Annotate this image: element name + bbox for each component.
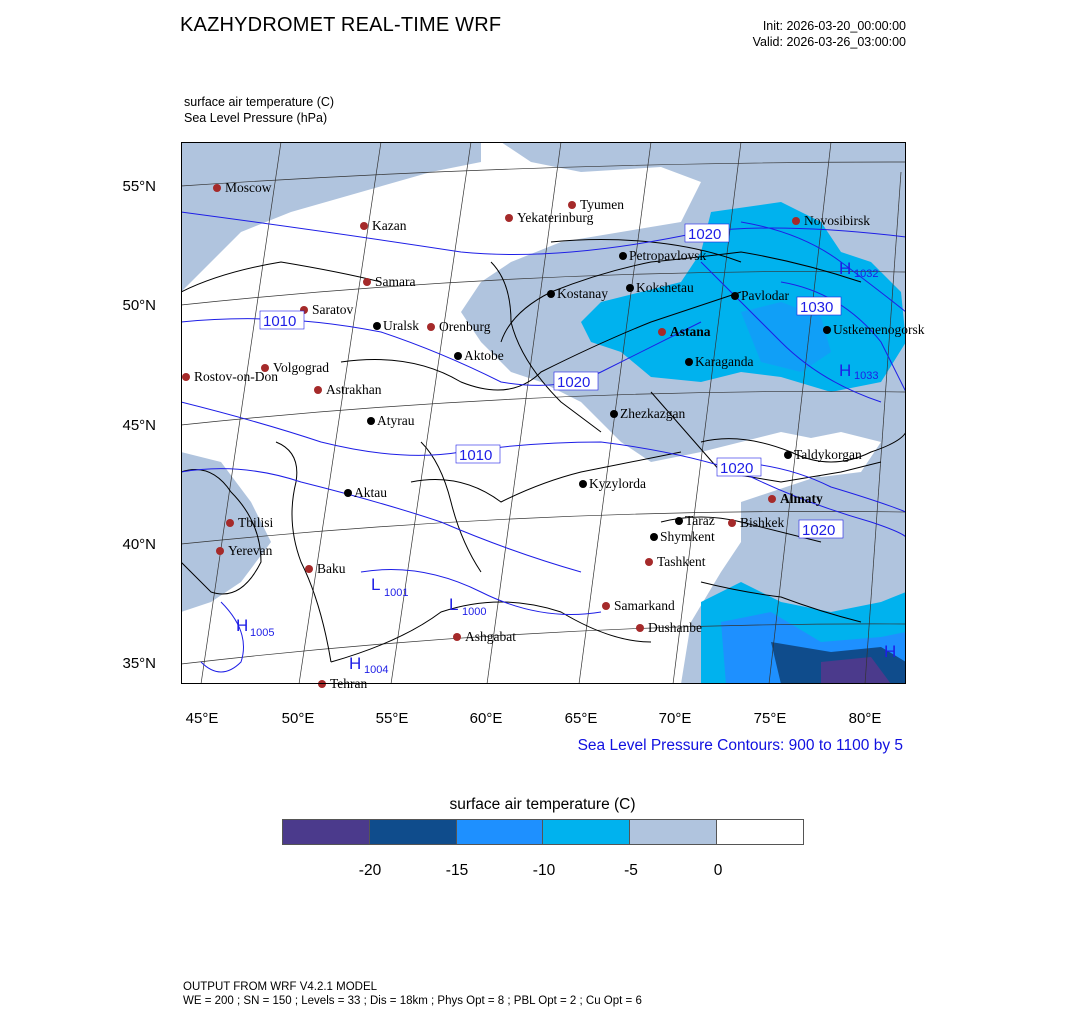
city-dot <box>645 558 653 566</box>
lon-tick-label: 65°E <box>564 710 598 727</box>
city-dot <box>675 517 683 525</box>
colorbar <box>282 819 804 845</box>
city-label: Tehran <box>330 676 368 691</box>
model-version: OUTPUT FROM WRF V4.2.1 MODEL <box>183 981 378 993</box>
city-label: Kokshetau <box>636 280 694 295</box>
model-config: WE = 200 ; SN = 150 ; Levels = 33 ; Dis = 18km ; Phys Opt = 8 ; PBL Opt = 2 ; Cu Opt = 6 <box>183 995 642 1007</box>
weather-map <box>181 142 925 691</box>
run-times <box>753 18 906 50</box>
city-label: Taraz <box>685 513 715 528</box>
city-dot <box>363 278 371 286</box>
colorbar-segment <box>630 820 717 844</box>
city-dot <box>784 451 792 459</box>
lat-tick-label: 50°N <box>122 297 156 314</box>
colorbar-segment <box>717 820 803 844</box>
high-center-letter: H <box>349 654 362 673</box>
city-label: Ashgabat <box>465 629 516 644</box>
city-label: Yerevan <box>228 543 273 558</box>
high-center-value: 1005 <box>250 627 275 639</box>
low-center-value: 1001 <box>384 587 409 599</box>
lon-tick-label: 55°E <box>375 710 409 727</box>
lon-tick-label: 50°E <box>281 710 315 727</box>
city-label: Orenburg <box>439 319 491 334</box>
low-center-letter: L <box>371 575 381 594</box>
city-label: Taldykorgan <box>794 447 862 462</box>
city-label: Uralsk <box>383 318 419 333</box>
city-label: Saratov <box>312 302 354 317</box>
city-dot <box>731 292 739 300</box>
isobar-label: 1020 <box>802 522 836 539</box>
city-dot <box>314 386 322 394</box>
city-label: Atyrau <box>377 413 415 428</box>
city-dot <box>427 323 435 331</box>
city-label: Novosibirsk <box>804 213 871 228</box>
contour-info: Sea Level Pressure Contours: 900 to 1100 by 5 <box>577 737 903 754</box>
high-center-value: 1033 <box>854 370 879 382</box>
high-center-letter: H <box>839 259 852 278</box>
city-dot <box>547 290 555 298</box>
city-label: Karaganda <box>695 354 754 369</box>
colorbar-label: -10 <box>532 862 556 879</box>
lat-tick-label: 40°N <box>122 536 156 553</box>
city-label: Dushanbe <box>648 620 702 635</box>
isobar-label: 1010 <box>459 447 493 464</box>
colorbar-label: -15 <box>445 862 469 879</box>
colorbar-segment <box>370 820 457 844</box>
isobar-label: 1020 <box>720 460 754 477</box>
city-label: Astrakhan <box>326 382 382 397</box>
valid-time: Valid: 2026-03-26_03:00:00 <box>752 35 906 49</box>
city-dot <box>213 184 221 192</box>
colorbar-segment <box>283 820 370 844</box>
city-dot <box>216 547 224 555</box>
low-center-value: 1000 <box>462 606 487 618</box>
lat-tick-label: 45°N <box>122 417 156 434</box>
city-label: Volgograd <box>273 360 329 375</box>
colorbar-title: surface air temperature (C) <box>449 796 636 813</box>
lon-tick-label: 60°E <box>469 710 503 727</box>
high-center-value: 1032 <box>854 268 879 280</box>
high-center-letter: H <box>884 642 897 661</box>
city-dot <box>768 495 776 503</box>
city-label: Astana <box>670 324 711 339</box>
colorbar-label: -5 <box>624 862 638 879</box>
city-dot <box>650 533 658 541</box>
isobar-label: 1020 <box>688 226 722 243</box>
colorbar-segment <box>457 820 544 844</box>
city-dot <box>636 624 644 632</box>
high-center-value: 1004 <box>364 664 389 676</box>
city-dot <box>579 480 587 488</box>
city-dot <box>792 217 800 225</box>
lat-tick-label: 55°N <box>122 178 156 195</box>
city-label: Shymkent <box>660 529 715 544</box>
city-label: Baku <box>317 561 346 576</box>
city-label: Kostanay <box>557 286 608 301</box>
city-dot <box>568 201 576 209</box>
field-label-temperature: surface air temperature (C) <box>184 95 335 109</box>
city-label: Aktobe <box>464 348 504 363</box>
isobar-label: 1020 <box>557 374 591 391</box>
city-dot <box>454 352 462 360</box>
city-label: Zhezkazgan <box>620 406 686 421</box>
city-dot <box>610 410 618 418</box>
init-time: Init: 2026-03-20_00:00:00 <box>762 19 906 33</box>
lon-tick-label: 70°E <box>658 710 692 727</box>
city-dot <box>226 519 234 527</box>
field-label-pressure: Sea Level Pressure (hPa) <box>184 111 328 125</box>
low-center-letter: L <box>449 595 459 614</box>
city-dot <box>367 417 375 425</box>
city-label: Bishkek <box>740 515 785 530</box>
city-dot <box>685 358 693 366</box>
city-dot <box>823 326 831 334</box>
high-center-letter: H <box>236 616 249 635</box>
city-label: Tashkent <box>657 554 706 569</box>
city-label: Yekaterinburg <box>517 210 594 225</box>
city-label: Samarkand <box>614 598 675 613</box>
city-dot <box>305 565 313 573</box>
city-label: Tbilisi <box>238 515 274 530</box>
city-dot <box>658 328 666 336</box>
city-label: Petropavlovsk <box>629 248 707 263</box>
lon-tick-label: 45°E <box>185 710 219 727</box>
city-label: Tyumen <box>580 197 625 212</box>
isobar-label: 1010 <box>263 313 297 330</box>
city-dot <box>619 252 627 260</box>
plot-title: KAZHYDROMET REAL-TIME WRF <box>180 14 502 36</box>
city-dot <box>453 633 461 641</box>
city-dot <box>182 373 190 381</box>
city-dot <box>602 602 610 610</box>
city-label: Pavlodar <box>741 288 789 303</box>
city-label: Kyzylorda <box>589 476 646 491</box>
isobar-label: 1030 <box>800 299 834 316</box>
lat-tick-label: 35°N <box>122 655 156 672</box>
city-label: Kazan <box>372 218 407 233</box>
city-dot <box>360 222 368 230</box>
city-label: Samara <box>375 274 416 289</box>
model-info <box>183 980 642 1008</box>
colorbar-label: -20 <box>358 862 382 879</box>
city-label: Ustkemenogorsk <box>833 322 925 337</box>
city-label: Almaty <box>780 491 823 506</box>
city-dot <box>344 489 352 497</box>
city-dot <box>505 214 513 222</box>
city-label: Rostov-on-Don <box>194 369 278 384</box>
city-dot <box>373 322 381 330</box>
city-dot <box>728 519 736 527</box>
lon-tick-label: 75°E <box>753 710 787 727</box>
city-label: Aktau <box>354 485 387 500</box>
city-dot <box>626 284 634 292</box>
lon-tick-label: 80°E <box>848 710 882 727</box>
city-label: Moscow <box>225 180 272 195</box>
colorbar-segment <box>543 820 630 844</box>
high-center-letter: H <box>839 361 852 380</box>
colorbar-label: 0 <box>713 862 723 879</box>
